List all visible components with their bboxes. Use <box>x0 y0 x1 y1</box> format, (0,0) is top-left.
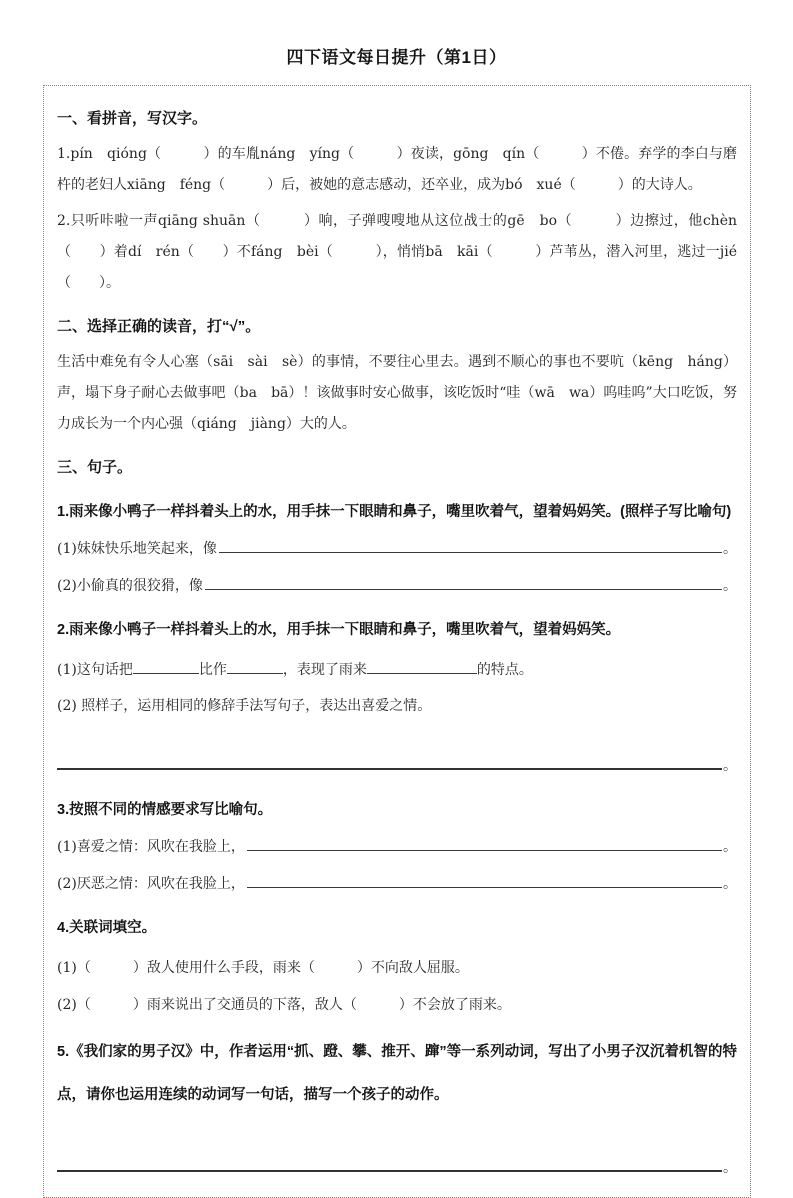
answer-blank-line[interactable] <box>57 1156 722 1172</box>
worksheet-sheet <box>43 85 751 1198</box>
s3-q3-sub2-prefix: (2)厌恶之情：风吹在我脸上， <box>57 876 245 892</box>
s3-q1-sub1-suffix: 。 <box>723 541 737 557</box>
s3-q4-sub1: (1)（ ）敌人使用什么手段，雨来（ ）不向敌人屈服。 <box>57 960 469 976</box>
s3-q2-stem: 2.雨来像小鸭子一样抖着头上的水，用手抹一下眼睛和鼻子，嘴里吹着气，望着妈妈笑。 <box>57 622 621 638</box>
s3-q1-sub1-prefix: (1)妹妹快乐地笑起来，像 <box>57 541 217 557</box>
s3-q3-sub2-suffix: 。 <box>723 876 737 892</box>
section3-heading: 三、句子。 <box>57 459 133 476</box>
s3-q1-stem: 1.雨来像小鸭子一样抖着头上的水，用手抹一下眼睛和鼻子，嘴里吹着气，望着妈妈笑。(照样子写比喻句) <box>57 504 732 520</box>
answer-blank-line[interactable] <box>205 575 722 590</box>
s3-q2-sub2: (2) 照样子，运用相同的修辞手法写句子，表达出喜爱之情。 <box>57 698 432 714</box>
s3-q1-sub2 <box>57 571 737 601</box>
answer-blank[interactable] <box>367 659 477 674</box>
section1-item2: 2.只听咔啦一声qiāng shuān（ ）响，子弹嗖嗖地从这位战士的gē bo（ ）边擦过，他chèn（ ）着dí rén（ ）不fáng bèi（ ），悄悄bā kāi（ ）芦苇丛，潜入河里，逃过一jié（ ）。 <box>57 213 737 291</box>
answer-blank-line[interactable] <box>247 836 722 851</box>
s3-q2-sub1-t4: 的特点。 <box>476 662 533 678</box>
s3-q3-sub1-suffix: 。 <box>723 839 737 855</box>
answer-blank-line[interactable] <box>57 754 722 770</box>
section2-heading: 二、选择正确的读音，打“√”。 <box>57 318 261 335</box>
s3-q3-sub1-prefix: (1)喜爱之情：风吹在我脸上， <box>57 839 245 855</box>
s3-q1-sub2-suffix: 。 <box>723 578 737 594</box>
answer-blank[interactable] <box>133 659 199 674</box>
answer-blank[interactable] <box>227 659 283 674</box>
s3-q1-sub2-prefix: (2)小偷真的很狡猾，像 <box>57 578 203 594</box>
page-title: 四下语文每日提升（第1日） <box>286 48 507 67</box>
s3-q2-answer-line <box>57 751 737 781</box>
answer-blank-line[interactable] <box>247 873 722 888</box>
s3-q1-sub1 <box>57 534 737 564</box>
s3-q2-sub1-t3: ，表现了雨来 <box>282 662 367 678</box>
section2-passage: 生活中难免有令人心塞（sāi sài sè）的事情，不要往心里去。遇到不顺心的事也不要吭（kēng háng）声，塌下身子耐心去做事吧（ba bā）！该做事时安心做事，该吃饭时“哇（wā wa）呜哇呜”大口吃饭，努力成长为一个内心强（qiáng jiàng）大的人。 <box>57 354 737 432</box>
s3-q5-answer-suffix: 。 <box>723 1160 737 1176</box>
answer-blank-line[interactable] <box>219 538 722 553</box>
section1-item1: 1.pín qióng（ ）的车胤náng yíng（ ）夜读，gōng qín（ ）不倦。弃学的李白与磨杵的老妇人xiāng féng（ ）后，被她的意志感动，还卒业，成为bó xué（ ）的大诗人。 <box>57 146 737 193</box>
s3-q5-stem: 5.《我们家的男子汉》中，作者运用“抓、蹬、攀、推开、蹿”等一系列动词，写出了小男子汉沉着机智的特点，请你也运用连续的动词写一句话，描写一个孩子的动作。 <box>57 1044 737 1103</box>
s3-q3-sub2 <box>57 869 737 899</box>
s3-q2-sub1-t2: 比作 <box>198 662 227 678</box>
s3-q4-stem: 4.关联词填空。 <box>57 920 157 936</box>
s3-q3-sub1 <box>57 832 737 862</box>
s3-q3-stem: 3.按照不同的情感要求写比喻句。 <box>57 802 273 818</box>
s3-q4-sub2: (2)（ ）雨来说出了交通员的下落，敌人（ ）不会放了雨来。 <box>57 997 511 1013</box>
s3-q2-sub1 <box>57 655 737 685</box>
s3-q5-answer-line <box>57 1153 737 1183</box>
s3-q2-answer-suffix: 。 <box>723 758 737 774</box>
s3-q2-sub1-t1: (1)这句话把 <box>57 662 133 678</box>
section1-heading: 一、看拼音，写汉字。 <box>57 110 208 127</box>
